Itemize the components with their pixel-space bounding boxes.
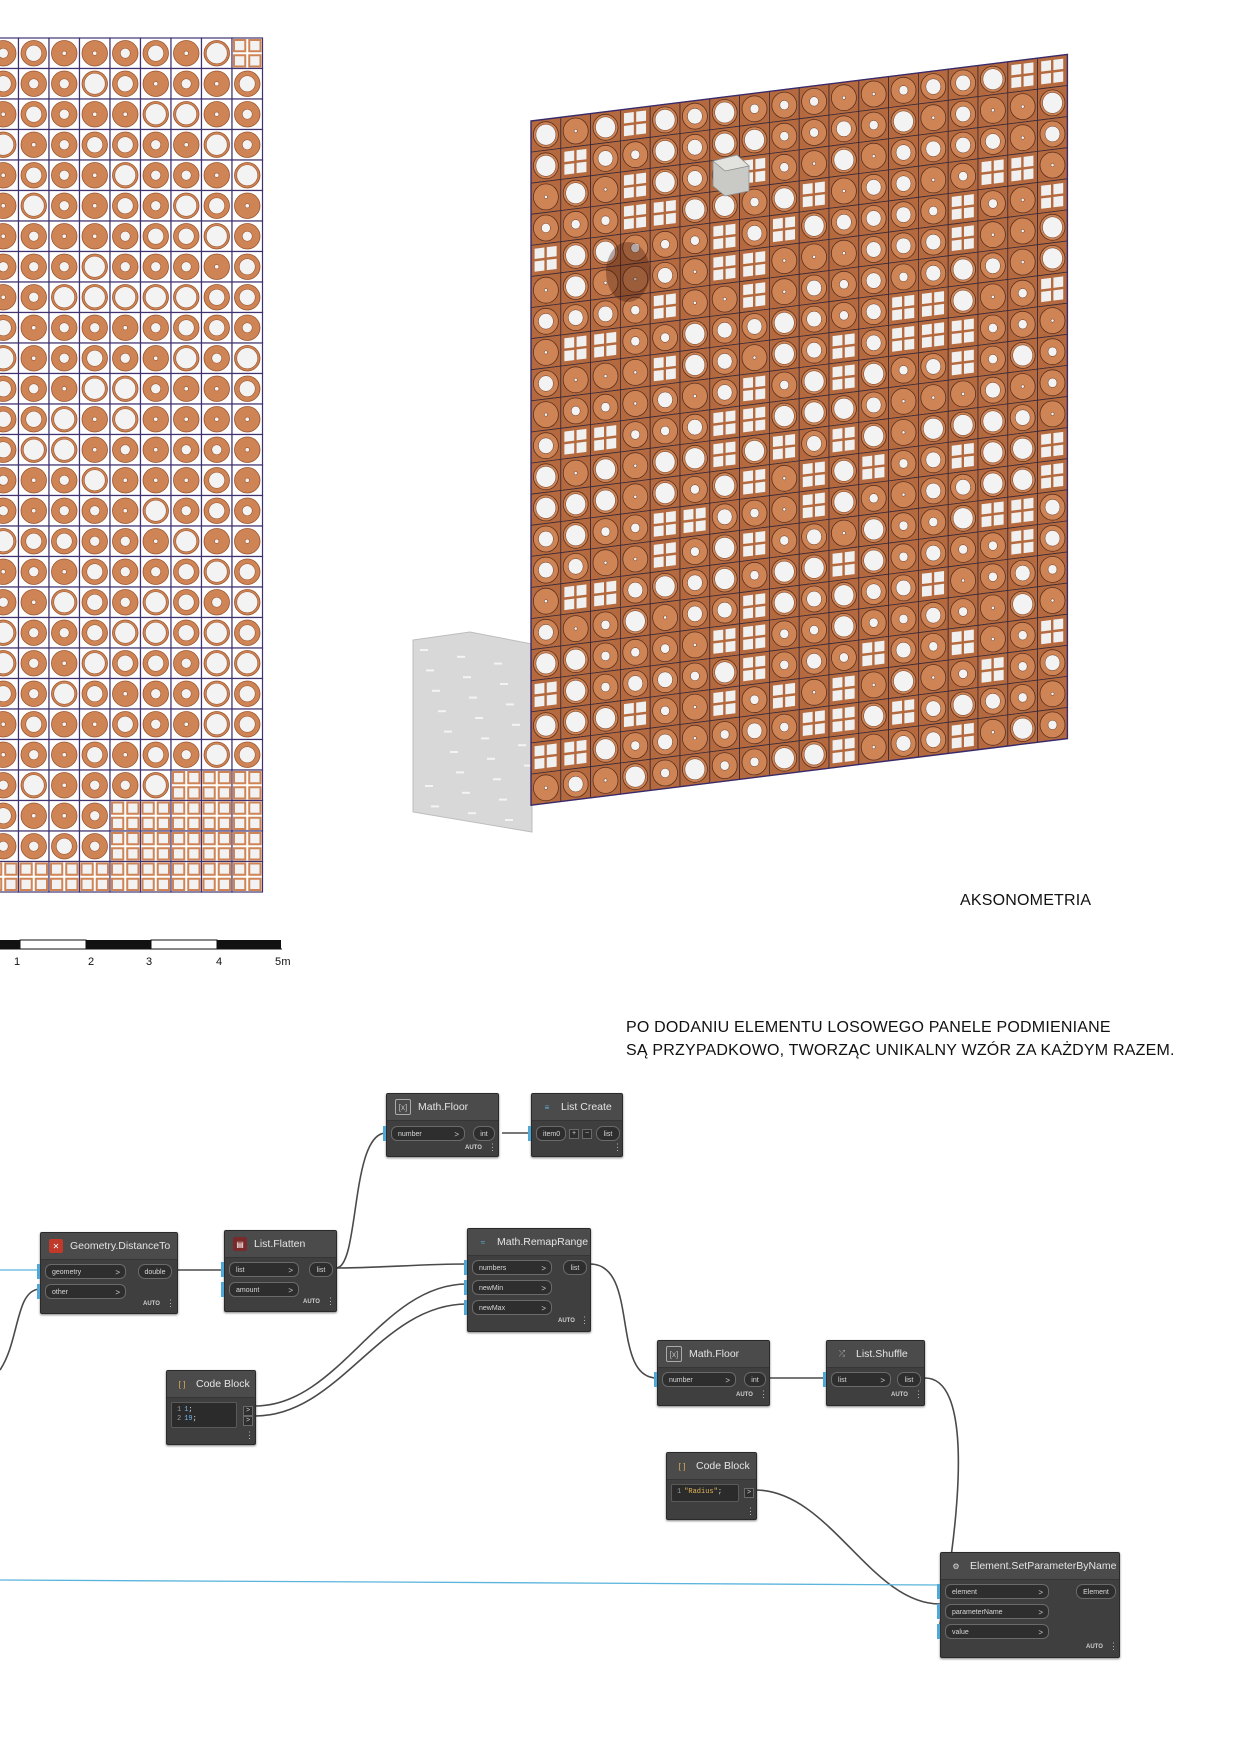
node-menu-dots[interactable]: ⋮ <box>746 1506 755 1516</box>
port-element-out[interactable]: Element <box>1076 1584 1116 1599</box>
add-input-button[interactable]: + <box>569 1129 579 1139</box>
scale-label-5m: 5m <box>275 956 291 968</box>
port-other[interactable]: other > <box>45 1284 126 1299</box>
lacing-label[interactable]: AUTO <box>143 1301 160 1307</box>
flatten-icon: ▤ <box>233 1237 247 1251</box>
code-editor[interactable]: 1 1; 2 19; <box>171 1402 237 1428</box>
node-title: Code Block <box>696 1460 750 1472</box>
node-title: List Create <box>561 1101 612 1113</box>
port-list-out[interactable]: list <box>596 1126 620 1141</box>
port-number[interactable]: number > <box>391 1126 465 1141</box>
node-title: List.Flatten <box>254 1238 306 1250</box>
list-create-icon: ≡ <box>544 1102 550 1112</box>
port-geometry[interactable]: geometry > <box>45 1264 126 1279</box>
code-block-icon: [ ] <box>178 1379 186 1389</box>
lacing-label[interactable]: AUTO <box>736 1392 753 1398</box>
node-title: Math.Floor <box>418 1101 469 1113</box>
port-list[interactable]: list > <box>831 1372 891 1387</box>
wire-flatten-remap <box>336 1264 467 1268</box>
port-int[interactable]: int <box>473 1126 495 1141</box>
node-list-flatten[interactable] <box>224 1230 337 1312</box>
lacing-label[interactable]: AUTO <box>558 1318 575 1324</box>
lacing-label[interactable]: AUTO <box>891 1392 908 1398</box>
scale-label-2: 2 <box>88 956 95 968</box>
remove-input-button[interactable]: − <box>582 1129 592 1139</box>
node-title: Math.RemapRange <box>497 1236 589 1248</box>
code-block-icon: [ ] <box>678 1461 686 1471</box>
math-icon: [x] <box>395 1099 411 1115</box>
output-port-1[interactable]: > <box>744 1488 754 1498</box>
node-title: Geometry.DistanceTo <box>70 1240 171 1252</box>
node-code-block-2[interactable] <box>666 1452 757 1520</box>
port-double[interactable]: double <box>138 1264 172 1279</box>
port-int[interactable]: int <box>744 1372 766 1387</box>
lacing-label[interactable]: AUTO <box>303 1299 320 1305</box>
axonometry-caption: AKSONOMETRIA <box>960 892 1092 909</box>
node-math-floor-top[interactable] <box>386 1093 499 1157</box>
scale-label-1: 1 <box>14 956 21 968</box>
node-list-shuffle[interactable] <box>826 1340 925 1406</box>
node-math-remaprange[interactable] <box>467 1228 591 1332</box>
node-math-floor-2[interactable] <box>657 1340 770 1406</box>
wire-flatten-floor <box>336 1133 386 1268</box>
set-parameter-icon: ⚙ <box>952 1561 960 1571</box>
port-list-out[interactable]: list <box>897 1372 921 1387</box>
node-set-parameter[interactable] <box>940 1552 1120 1658</box>
node-title: List.Shuffle <box>856 1348 908 1360</box>
node-menu-dots[interactable]: ⋮ <box>759 1389 768 1399</box>
port-value[interactable]: value > <box>945 1624 1049 1639</box>
port-item0[interactable]: item0 <box>536 1126 566 1141</box>
lacing-label[interactable]: AUTO <box>465 1145 482 1151</box>
remap-icon: ≈ <box>480 1237 486 1247</box>
node-menu-dots[interactable]: ⋮ <box>166 1298 175 1308</box>
output-port-2[interactable]: > <box>243 1416 253 1426</box>
note-line-1: PO DODANIU ELEMENTU LOSOWEGO PANELE PODMIENIANE <box>626 1019 1111 1036</box>
port-numbers[interactable]: numbers > <box>472 1260 552 1275</box>
port-list-out[interactable]: list <box>563 1260 587 1275</box>
wire-remap-floor2 <box>590 1264 657 1378</box>
output-port-1[interactable]: > <box>243 1406 253 1416</box>
node-title: Element.SetParameterByName <box>970 1560 1117 1572</box>
node-menu-dots[interactable]: ⋮ <box>1109 1641 1118 1651</box>
node-menu-dots[interactable]: ⋮ <box>613 1142 622 1152</box>
wire-left-geometry <box>0 1289 40 1370</box>
node-code-block-1[interactable] <box>166 1370 256 1445</box>
node-menu-dots[interactable]: ⋮ <box>245 1430 254 1440</box>
wire-blue-element <box>0 1580 940 1585</box>
node-menu-dots[interactable]: ⋮ <box>914 1389 923 1399</box>
node-menu-dots[interactable]: ⋮ <box>326 1296 335 1306</box>
node-menu-dots[interactable]: ⋮ <box>580 1315 589 1325</box>
port-newmax[interactable]: newMax > <box>472 1300 552 1315</box>
math-icon: [x] <box>666 1346 682 1362</box>
node-list-create[interactable] <box>531 1093 623 1157</box>
port-list-out[interactable]: list <box>309 1262 333 1277</box>
code-editor[interactable]: 1 "Radius"; <box>671 1484 739 1502</box>
distance-icon: ✕ <box>49 1239 63 1253</box>
shuffle-icon: ⤮ <box>838 1349 846 1358</box>
port-list[interactable]: list > <box>229 1262 299 1277</box>
port-parametername[interactable]: parameterName > <box>945 1604 1049 1619</box>
port-newmin[interactable]: newMin > <box>472 1280 552 1295</box>
node-title: Code Block <box>196 1378 250 1390</box>
node-title: Math.Floor <box>689 1348 740 1360</box>
port-element[interactable]: element > <box>945 1584 1049 1599</box>
scale-label-4: 4 <box>216 956 223 968</box>
node-geometry-distance[interactable] <box>40 1232 178 1314</box>
wire-code2-param <box>755 1490 940 1604</box>
port-amount[interactable]: amount > <box>229 1282 299 1297</box>
lacing-label[interactable]: AUTO <box>1086 1644 1103 1650</box>
scale-label-3: 3 <box>146 956 153 968</box>
note-line-2: SĄ PRZYPADKOWO, TWORZĄC UNIKALNY WZÓR ZA KAŻDYM RAZEM. <box>626 1042 1175 1059</box>
node-menu-dots[interactable]: ⋮ <box>488 1142 497 1152</box>
port-number[interactable]: number > <box>662 1372 736 1387</box>
